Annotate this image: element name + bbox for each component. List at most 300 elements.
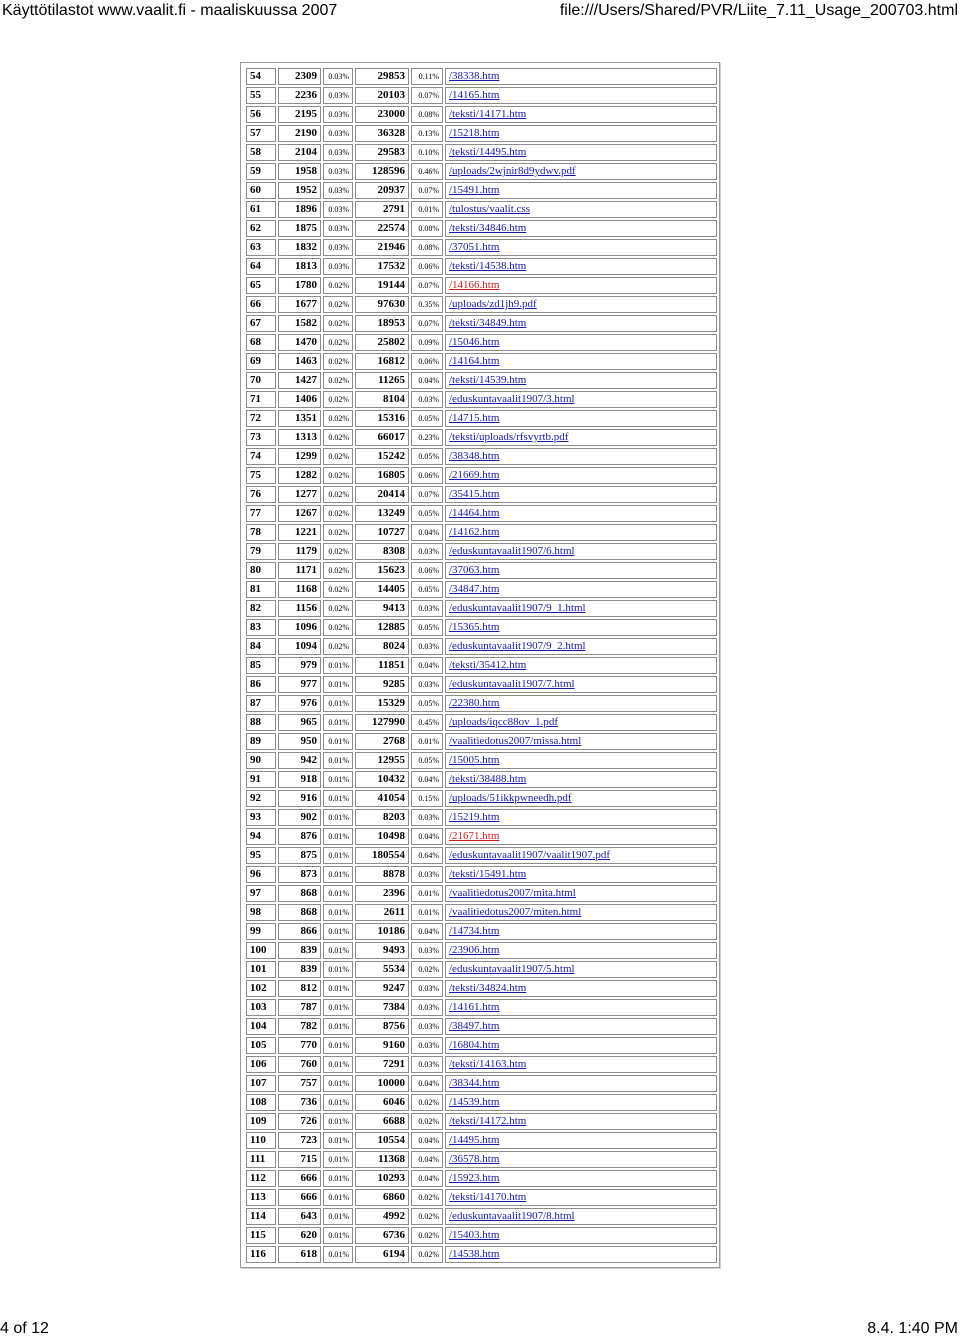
bytes-percent-cell: 0.03% — [411, 600, 443, 617]
rank-cell: 75 — [246, 467, 276, 484]
url-link[interactable]: /teksti/14495.htm — [449, 146, 527, 158]
url-link[interactable]: /15923.htm — [449, 1172, 500, 1184]
url-link[interactable]: /vaalitiedotus2007/miten.html — [449, 906, 582, 918]
hits-cell: 1299 — [278, 448, 321, 465]
table-row — [246, 1246, 717, 1263]
bytes-cell: 8878 — [355, 866, 409, 883]
hits-percent-cell: 0.02% — [323, 315, 353, 332]
hits-percent-cell: 0.01% — [323, 866, 353, 883]
hits-cell: 1351 — [278, 410, 321, 427]
rank-cell: 60 — [246, 182, 276, 199]
rank-cell: 83 — [246, 619, 276, 636]
url-cell — [445, 885, 717, 902]
bytes-percent-cell: 0.01% — [411, 201, 443, 218]
rank-cell: 71 — [246, 391, 276, 408]
bytes-percent-cell: 0.03% — [411, 1018, 443, 1035]
bytes-cell: 7384 — [355, 999, 409, 1016]
hits-cell: 1313 — [278, 429, 321, 446]
url-link[interactable]: /uploads/zd1jh9.pdf — [449, 298, 537, 310]
url-cell — [445, 619, 717, 636]
url-cell — [445, 353, 717, 370]
url-cell — [445, 448, 717, 465]
bytes-cell: 8756 — [355, 1018, 409, 1035]
hits-cell: 1282 — [278, 467, 321, 484]
rank-cell: 69 — [246, 353, 276, 370]
url-link[interactable]: /teksti/14163.htm — [449, 1058, 527, 1070]
url-cell — [445, 182, 717, 199]
bytes-percent-cell: 0.23% — [411, 429, 443, 446]
bytes-percent-cell: 0.06% — [411, 467, 443, 484]
bytes-cell: 15316 — [355, 410, 409, 427]
bytes-percent-cell: 0.15% — [411, 790, 443, 807]
url-link[interactable]: /35415.htm — [449, 488, 500, 500]
table-row — [246, 1056, 717, 1073]
url-link[interactable]: /vaalitiedotus2007/mita.html — [449, 887, 576, 899]
rank-cell: 76 — [246, 486, 276, 503]
rank-cell: 59 — [246, 163, 276, 180]
hits-percent-cell: 0.02% — [323, 638, 353, 655]
url-link[interactable]: /teksti/14170.htm — [449, 1191, 527, 1203]
rank-cell: 73 — [246, 429, 276, 446]
bytes-cell: 36328 — [355, 125, 409, 142]
table-row — [246, 828, 717, 845]
rank-cell: 108 — [246, 1094, 276, 1111]
url-cell — [445, 125, 717, 142]
rank-cell: 54 — [246, 68, 276, 85]
url-link[interactable]: /vaalitiedotus2007/missa.html — [449, 735, 582, 747]
bytes-cell: 10498 — [355, 828, 409, 845]
table-row — [246, 334, 717, 351]
rank-cell: 109 — [246, 1113, 276, 1130]
hits-percent-cell: 0.01% — [323, 771, 353, 788]
hits-cell: 2236 — [278, 87, 321, 104]
rank-cell: 92 — [246, 790, 276, 807]
url-link[interactable]: /21669.htm — [449, 469, 500, 481]
bytes-percent-cell: 0.02% — [411, 1189, 443, 1206]
bytes-cell: 10432 — [355, 771, 409, 788]
hits-percent-cell: 0.02% — [323, 467, 353, 484]
hits-cell: 1096 — [278, 619, 321, 636]
hits-percent-cell: 0.01% — [323, 1132, 353, 1149]
rank-cell: 87 — [246, 695, 276, 712]
url-link[interactable]: /uploads/iqcc88ov_1.pdf — [449, 716, 559, 728]
rank-cell: 101 — [246, 961, 276, 978]
url-link[interactable]: /eduskuntavaalit1907/vaalit1907.pdf — [449, 849, 610, 861]
hits-cell: 1427 — [278, 372, 321, 389]
url-cell — [445, 410, 717, 427]
bytes-cell: 10293 — [355, 1170, 409, 1187]
hits-percent-cell: 0.01% — [323, 847, 353, 864]
url-link[interactable]: /37063.htm — [449, 564, 500, 576]
hits-cell: 979 — [278, 657, 321, 674]
url-link[interactable]: /teksti/38488.htm — [449, 773, 527, 785]
bytes-cell: 17532 — [355, 258, 409, 275]
url-cell — [445, 1189, 717, 1206]
url-link[interactable]: /teksti/15491.htm — [449, 868, 527, 880]
url-cell — [445, 163, 717, 180]
rank-cell: 85 — [246, 657, 276, 674]
hits-percent-cell: 0.02% — [323, 543, 353, 560]
bytes-cell: 29853 — [355, 68, 409, 85]
bytes-cell: 9285 — [355, 676, 409, 693]
bytes-percent-cell: 0.04% — [411, 1132, 443, 1149]
bytes-cell: 11265 — [355, 372, 409, 389]
table-row — [246, 809, 717, 826]
bytes-cell: 6688 — [355, 1113, 409, 1130]
bytes-percent-cell: 0.05% — [411, 619, 443, 636]
hits-percent-cell: 0.02% — [323, 524, 353, 541]
hits-percent-cell: 0.02% — [323, 296, 353, 313]
url-cell — [445, 904, 717, 921]
url-link[interactable]: /uploads/2wjnir8d9ydwv.pdf — [449, 165, 576, 177]
url-link[interactable]: /teksti/14172.htm — [449, 1115, 527, 1127]
url-link[interactable]: /uploads/51ikkpwneedh.pdf — [449, 792, 572, 804]
url-cell — [445, 239, 717, 256]
table-row — [246, 714, 717, 731]
bytes-percent-cell: 0.02% — [411, 1246, 443, 1263]
url-link[interactable]: /34847.htm — [449, 583, 500, 595]
url-cell — [445, 220, 717, 237]
bytes-percent-cell: 0.09% — [411, 334, 443, 351]
hits-percent-cell: 0.02% — [323, 505, 353, 522]
bytes-percent-cell: 0.06% — [411, 258, 443, 275]
bytes-cell: 29583 — [355, 144, 409, 161]
url-cell — [445, 68, 717, 85]
hits-percent-cell: 0.01% — [323, 809, 353, 826]
url-link[interactable]: /14464.htm — [449, 507, 500, 519]
table-row — [246, 733, 717, 750]
hits-percent-cell: 0.01% — [323, 1113, 353, 1130]
hits-percent-cell: 0.02% — [323, 410, 353, 427]
rank-cell: 110 — [246, 1132, 276, 1149]
rank-cell: 74 — [246, 448, 276, 465]
url-cell — [445, 695, 717, 712]
url-link[interactable]: /eduskuntavaalit1907/7.html — [449, 678, 575, 690]
table-row — [246, 87, 717, 104]
hits-percent-cell: 0.02% — [323, 486, 353, 503]
url-link[interactable]: /38348.htm — [449, 450, 500, 462]
hits-cell: 1406 — [278, 391, 321, 408]
url-link[interactable]: /teksti/uploads/rfsvyrtb.pdf — [449, 431, 569, 443]
hits-percent-cell: 0.02% — [323, 391, 353, 408]
hits-cell: 942 — [278, 752, 321, 769]
url-cell — [445, 600, 717, 617]
hits-percent-cell: 0.01% — [323, 1056, 353, 1073]
bytes-percent-cell: 0.03% — [411, 638, 443, 655]
url-cell — [445, 1094, 717, 1111]
url-cell — [445, 1075, 717, 1092]
bytes-percent-cell: 0.05% — [411, 410, 443, 427]
document-url: file:///Users/Shared/PVR/Liite_7.11_Usage_200703.html — [559, 2, 958, 19]
bytes-percent-cell: 0.02% — [411, 1113, 443, 1130]
url-link[interactable]: /teksti/34849.htm — [449, 317, 527, 329]
bytes-cell: 15329 — [355, 695, 409, 712]
url-link[interactable]: /15219.htm — [449, 811, 500, 823]
rank-cell: 57 — [246, 125, 276, 142]
url-cell — [445, 429, 717, 446]
bytes-cell: 18953 — [355, 315, 409, 332]
url-cell — [445, 334, 717, 351]
url-cell — [445, 638, 717, 655]
url-link[interactable]: /36578.htm — [449, 1153, 500, 1165]
bytes-cell: 9493 — [355, 942, 409, 959]
bytes-cell: 2396 — [355, 885, 409, 902]
hits-percent-cell: 0.01% — [323, 923, 353, 940]
bytes-cell: 13249 — [355, 505, 409, 522]
hits-cell: 1470 — [278, 334, 321, 351]
table-row — [246, 125, 717, 142]
url-link[interactable]: /22380.htm — [449, 697, 500, 709]
bytes-percent-cell: 0.04% — [411, 923, 443, 940]
url-link[interactable]: /38497.htm — [449, 1020, 500, 1032]
rank-cell: 115 — [246, 1227, 276, 1244]
bytes-cell: 11368 — [355, 1151, 409, 1168]
url-link[interactable]: /15005.htm — [449, 754, 500, 766]
bytes-percent-cell: 0.13% — [411, 125, 443, 142]
url-link[interactable]: /14495.htm — [449, 1134, 500, 1146]
rank-cell: 102 — [246, 980, 276, 997]
hits-percent-cell: 0.03% — [323, 258, 353, 275]
bytes-percent-cell: 0.04% — [411, 524, 443, 541]
url-link[interactable]: /teksti/14538.htm — [449, 260, 527, 272]
url-link[interactable]: /teksti/35412.htm — [449, 659, 527, 671]
bytes-percent-cell: 0.05% — [411, 505, 443, 522]
hits-cell: 726 — [278, 1113, 321, 1130]
hits-cell: 620 — [278, 1227, 321, 1244]
bytes-percent-cell: 0.05% — [411, 581, 443, 598]
url-cell — [445, 87, 717, 104]
rank-cell: 95 — [246, 847, 276, 864]
bytes-percent-cell: 0.03% — [411, 543, 443, 560]
bytes-cell: 19144 — [355, 277, 409, 294]
url-link[interactable]: /16804.htm — [449, 1039, 500, 1051]
url-link[interactable]: /14166.htm — [449, 279, 500, 291]
bytes-percent-cell: 0.04% — [411, 1151, 443, 1168]
table-row — [246, 961, 717, 978]
bytes-percent-cell: 0.03% — [411, 1056, 443, 1073]
url-link[interactable]: /eduskuntavaalit1907/3.html — [449, 393, 575, 405]
rank-cell: 88 — [246, 714, 276, 731]
print-datetime: 8.4. 1:40 PM — [867, 1320, 958, 1337]
url-cell — [445, 1151, 717, 1168]
hits-percent-cell: 0.02% — [323, 277, 353, 294]
url-link[interactable]: /38344.htm — [449, 1077, 500, 1089]
url-link[interactable]: /21671.htm — [449, 830, 500, 842]
table-row — [246, 885, 717, 902]
rank-cell: 90 — [246, 752, 276, 769]
url-cell — [445, 1037, 717, 1054]
url-link[interactable]: /15365.htm — [449, 621, 500, 633]
rank-cell: 93 — [246, 809, 276, 826]
bytes-percent-cell: 0.07% — [411, 315, 443, 332]
url-link[interactable]: /23906.htm — [449, 944, 500, 956]
rank-cell: 58 — [246, 144, 276, 161]
url-link[interactable]: /eduskuntavaalit1907/8.html — [449, 1210, 575, 1222]
hits-percent-cell: 0.01% — [323, 942, 353, 959]
bytes-percent-cell: 0.02% — [411, 1227, 443, 1244]
hits-cell: 950 — [278, 733, 321, 750]
bytes-cell: 9247 — [355, 980, 409, 997]
hits-percent-cell: 0.01% — [323, 657, 353, 674]
bytes-percent-cell: 0.03% — [411, 999, 443, 1016]
url-link[interactable]: /14715.htm — [449, 412, 500, 424]
bytes-percent-cell: 0.02% — [411, 1094, 443, 1111]
bytes-percent-cell: 0.05% — [411, 695, 443, 712]
rank-cell: 111 — [246, 1151, 276, 1168]
hits-cell: 666 — [278, 1170, 321, 1187]
bytes-percent-cell: 0.02% — [411, 961, 443, 978]
bytes-cell: 8308 — [355, 543, 409, 560]
table-row — [246, 695, 717, 712]
hits-cell: 666 — [278, 1189, 321, 1206]
table-row — [246, 1075, 717, 1092]
url-cell — [445, 1170, 717, 1187]
hits-cell: 866 — [278, 923, 321, 940]
url-link[interactable]: /15218.htm — [449, 127, 500, 139]
url-link[interactable]: /eduskuntavaalit1907/9_2.html — [449, 640, 586, 652]
table-row — [246, 277, 717, 294]
url-link[interactable]: /14538.htm — [449, 1248, 500, 1260]
hits-cell: 876 — [278, 828, 321, 845]
bytes-cell: 5534 — [355, 961, 409, 978]
rank-cell: 70 — [246, 372, 276, 389]
table-row — [246, 999, 717, 1016]
url-link[interactable]: /37051.htm — [449, 241, 500, 253]
url-cell — [445, 581, 717, 598]
bytes-percent-cell: 0.03% — [411, 809, 443, 826]
url-cell — [445, 923, 717, 940]
print-header — [0, 0, 960, 24]
table-row — [246, 448, 717, 465]
rank-cell: 66 — [246, 296, 276, 313]
bytes-percent-cell: 0.06% — [411, 353, 443, 370]
url-link[interactable]: /14161.htm — [449, 1001, 500, 1013]
url-link[interactable]: /teksti/14171.htm — [449, 108, 527, 120]
bytes-percent-cell: 0.04% — [411, 657, 443, 674]
bytes-cell: 66017 — [355, 429, 409, 446]
hits-percent-cell: 0.01% — [323, 828, 353, 845]
bytes-cell: 9413 — [355, 600, 409, 617]
url-link[interactable]: /15403.htm — [449, 1229, 500, 1241]
bytes-percent-cell: 0.04% — [411, 771, 443, 788]
hits-cell: 787 — [278, 999, 321, 1016]
hits-percent-cell: 0.03% — [323, 87, 353, 104]
url-link[interactable]: /14165.htm — [449, 89, 500, 101]
rank-cell: 89 — [246, 733, 276, 750]
table-row — [246, 1094, 717, 1111]
url-link[interactable]: /eduskuntavaalit1907/9_1.html — [449, 602, 586, 614]
url-link[interactable]: /eduskuntavaalit1907/6.html — [449, 545, 575, 557]
bytes-percent-cell: 0.08% — [411, 239, 443, 256]
table-row — [246, 239, 717, 256]
bytes-cell: 20937 — [355, 182, 409, 199]
hits-percent-cell: 0.01% — [323, 1037, 353, 1054]
hits-cell: 2190 — [278, 125, 321, 142]
rank-cell: 86 — [246, 676, 276, 693]
url-link[interactable]: /teksti/14539.htm — [449, 374, 527, 386]
bytes-cell: 15623 — [355, 562, 409, 579]
rank-cell: 79 — [246, 543, 276, 560]
url-link[interactable]: /14164.htm — [449, 355, 500, 367]
url-link[interactable]: /14162.htm — [449, 526, 500, 538]
rank-cell: 116 — [246, 1246, 276, 1263]
url-cell — [445, 1246, 717, 1263]
hits-percent-cell: 0.01% — [323, 1208, 353, 1225]
url-cell — [445, 296, 717, 313]
url-link[interactable]: /14539.htm — [449, 1096, 500, 1108]
rank-cell: 67 — [246, 315, 276, 332]
hits-percent-cell: 0.01% — [323, 980, 353, 997]
url-link[interactable]: /38338.htm — [449, 70, 500, 82]
url-link[interactable]: /15046.htm — [449, 336, 500, 348]
table-row — [246, 847, 717, 864]
url-cell — [445, 486, 717, 503]
url-cell — [445, 866, 717, 883]
url-link[interactable]: /15491.htm — [449, 184, 500, 196]
table-row — [246, 1189, 717, 1206]
rank-cell: 105 — [246, 1037, 276, 1054]
table-row — [246, 524, 717, 541]
table-row — [246, 315, 717, 332]
bytes-cell: 6736 — [355, 1227, 409, 1244]
table-row — [246, 372, 717, 389]
hits-cell: 1179 — [278, 543, 321, 560]
bytes-cell: 8104 — [355, 391, 409, 408]
bytes-percent-cell: 0.07% — [411, 486, 443, 503]
bytes-percent-cell: 0.04% — [411, 372, 443, 389]
url-link[interactable]: /14734.htm — [449, 925, 500, 937]
table-row — [246, 505, 717, 522]
rank-cell: 72 — [246, 410, 276, 427]
hits-percent-cell: 0.01% — [323, 1170, 353, 1187]
bytes-percent-cell: 0.08% — [411, 220, 443, 237]
url-link[interactable]: /eduskuntavaalit1907/5.html — [449, 963, 575, 975]
rank-cell: 96 — [246, 866, 276, 883]
table-row — [246, 866, 717, 883]
bytes-cell: 11851 — [355, 657, 409, 674]
url-cell — [445, 828, 717, 845]
rank-cell: 112 — [246, 1170, 276, 1187]
hits-percent-cell: 0.03% — [323, 125, 353, 142]
url-cell — [445, 733, 717, 750]
hits-cell: 736 — [278, 1094, 321, 1111]
hits-cell: 1958 — [278, 163, 321, 180]
hits-cell: 782 — [278, 1018, 321, 1035]
hits-cell: 2309 — [278, 68, 321, 85]
bytes-percent-cell: 0.01% — [411, 885, 443, 902]
url-link[interactable]: /teksti/34846.htm — [449, 222, 527, 234]
url-link[interactable]: /teksti/34824.htm — [449, 982, 527, 994]
hits-cell: 1277 — [278, 486, 321, 503]
bytes-cell: 9160 — [355, 1037, 409, 1054]
url-link[interactable]: /tulostus/vaalit.css — [449, 203, 530, 215]
table-row — [246, 752, 717, 769]
hits-percent-cell: 0.01% — [323, 752, 353, 769]
hits-percent-cell: 0.01% — [323, 1018, 353, 1035]
hits-cell: 1780 — [278, 277, 321, 294]
table-row — [246, 1227, 717, 1244]
rank-cell: 81 — [246, 581, 276, 598]
url-usage-table — [244, 66, 719, 1265]
hits-cell: 770 — [278, 1037, 321, 1054]
url-cell — [445, 980, 717, 997]
bytes-cell: 97630 — [355, 296, 409, 313]
print-footer — [0, 1320, 960, 1338]
hits-percent-cell: 0.03% — [323, 220, 353, 237]
table-row — [246, 543, 717, 560]
rank-cell: 94 — [246, 828, 276, 845]
url-cell — [445, 790, 717, 807]
